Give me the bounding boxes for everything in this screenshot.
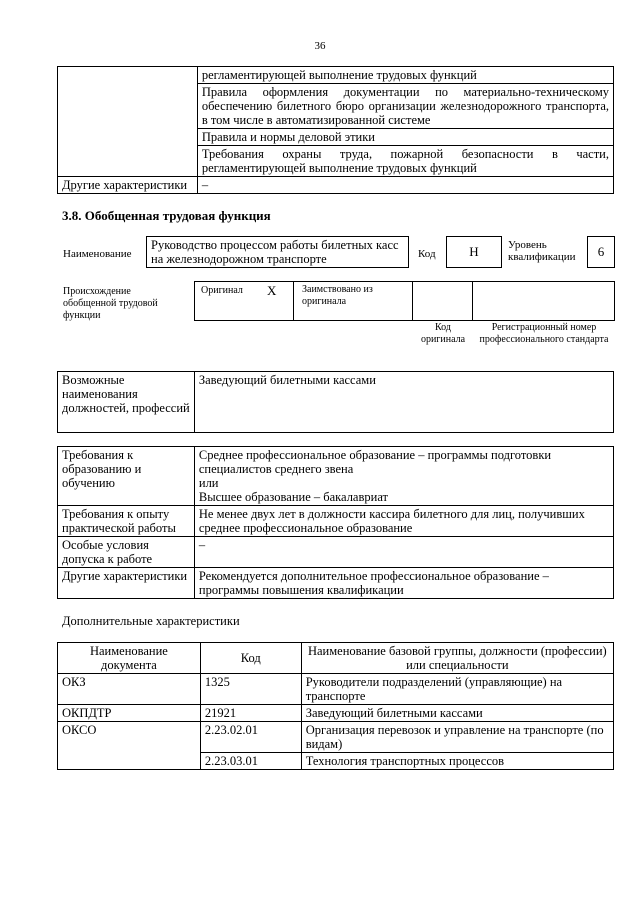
knowledge-item: Правила и нормы деловой этики xyxy=(197,129,613,146)
extra-table xyxy=(57,642,614,770)
level-label: Уровень квалификации xyxy=(508,239,576,263)
level-value: 6 xyxy=(587,236,615,268)
special-conditions-label: Особые условия допуска к работе xyxy=(58,537,195,568)
knowledge-item: регламентирующей выполнение трудовых функций xyxy=(197,67,613,84)
row-code: 1325 xyxy=(200,674,301,705)
row-code: 2.23.02.01 xyxy=(200,722,301,753)
reg-number-box xyxy=(472,281,615,321)
experience-label: Требования к опыту практической работы xyxy=(58,506,195,537)
row-name: Технология транспортных процессов xyxy=(301,753,613,770)
row-code: 2.23.03.01 xyxy=(200,753,301,770)
row-name: Руководители подразделений (управляющие) на транспорте xyxy=(301,674,613,705)
other-characteristics-value: – xyxy=(197,177,613,194)
borrowed-box xyxy=(293,281,413,321)
origin-label: Происхождение обобщенной трудовой функции xyxy=(63,286,158,321)
code-original-label: Код оригинала xyxy=(420,322,466,345)
positions-label: Возможные наименования должностей, профессий xyxy=(58,372,195,433)
name-label: Наименование xyxy=(63,248,132,260)
other-value: Рекомендуется дополнительное профессиональное образование – программы повышения квалификации xyxy=(194,568,613,599)
row-code: 21921 xyxy=(200,705,301,722)
knowledge-item: Требования охраны труда, пожарной безопасности в части, регламентирующей выполнение трудовых функций xyxy=(197,146,613,177)
special-conditions-value: – xyxy=(194,537,613,568)
empty-label-cell xyxy=(58,67,198,177)
original-label: Оригинал xyxy=(201,285,243,296)
code-original-box xyxy=(412,281,473,321)
borrowed-label: Заимствовано из оригинала xyxy=(302,284,373,307)
row-document: ОКЗ xyxy=(58,674,201,705)
original-mark: X xyxy=(267,283,277,298)
row-document: ОКПДТР xyxy=(58,705,201,722)
row-name: Организация перевозок и управление на транспорте (по видам) xyxy=(301,722,613,753)
knowledge-table xyxy=(57,66,614,194)
code-label: Код xyxy=(418,248,436,260)
positions-value: Заведующий билетными кассами xyxy=(194,372,613,433)
knowledge-item: Правила оформления документации по материально-техническому обеспечению билетного бюро организации железнодорожного транспорта, в том числе в автоматизированной системе xyxy=(197,84,613,129)
header-code: Код xyxy=(200,643,301,674)
row-name: Заведующий билетными кассами xyxy=(301,705,613,722)
code-value: H xyxy=(446,236,502,268)
header-document: Наименование документа xyxy=(58,643,201,674)
requirements-table xyxy=(57,446,614,599)
page-number: 36 xyxy=(314,40,326,52)
experience-value: Не менее двух лет в должности кассира билетного для лиц, получивших среднее профессиональное образование xyxy=(194,506,613,537)
other-characteristics-label: Другие характеристики xyxy=(58,177,198,194)
education-value: Среднее профессиональное образование – программы подготовки специалистов среднего звена или Высшее образование – бакалавриат xyxy=(194,447,613,506)
header-name: Наименование базовой группы, должности (профессии) или специальности xyxy=(301,643,613,674)
reg-number-label: Регистрационный номер профессионального стандарта xyxy=(479,322,609,345)
other-label: Другие характеристики xyxy=(58,568,195,599)
row-document: ОКСО xyxy=(58,722,201,770)
section-title: 3.8. Обобщенная трудовая функция xyxy=(62,208,271,223)
original-box xyxy=(194,281,294,321)
positions-table xyxy=(57,371,614,433)
extra-title: Дополнительные характеристики xyxy=(62,614,240,628)
name-value: Руководство процессом работы билетных касс на железнодорожном транспорте xyxy=(146,236,409,268)
education-label: Требования к образованию и обучению xyxy=(58,447,195,506)
